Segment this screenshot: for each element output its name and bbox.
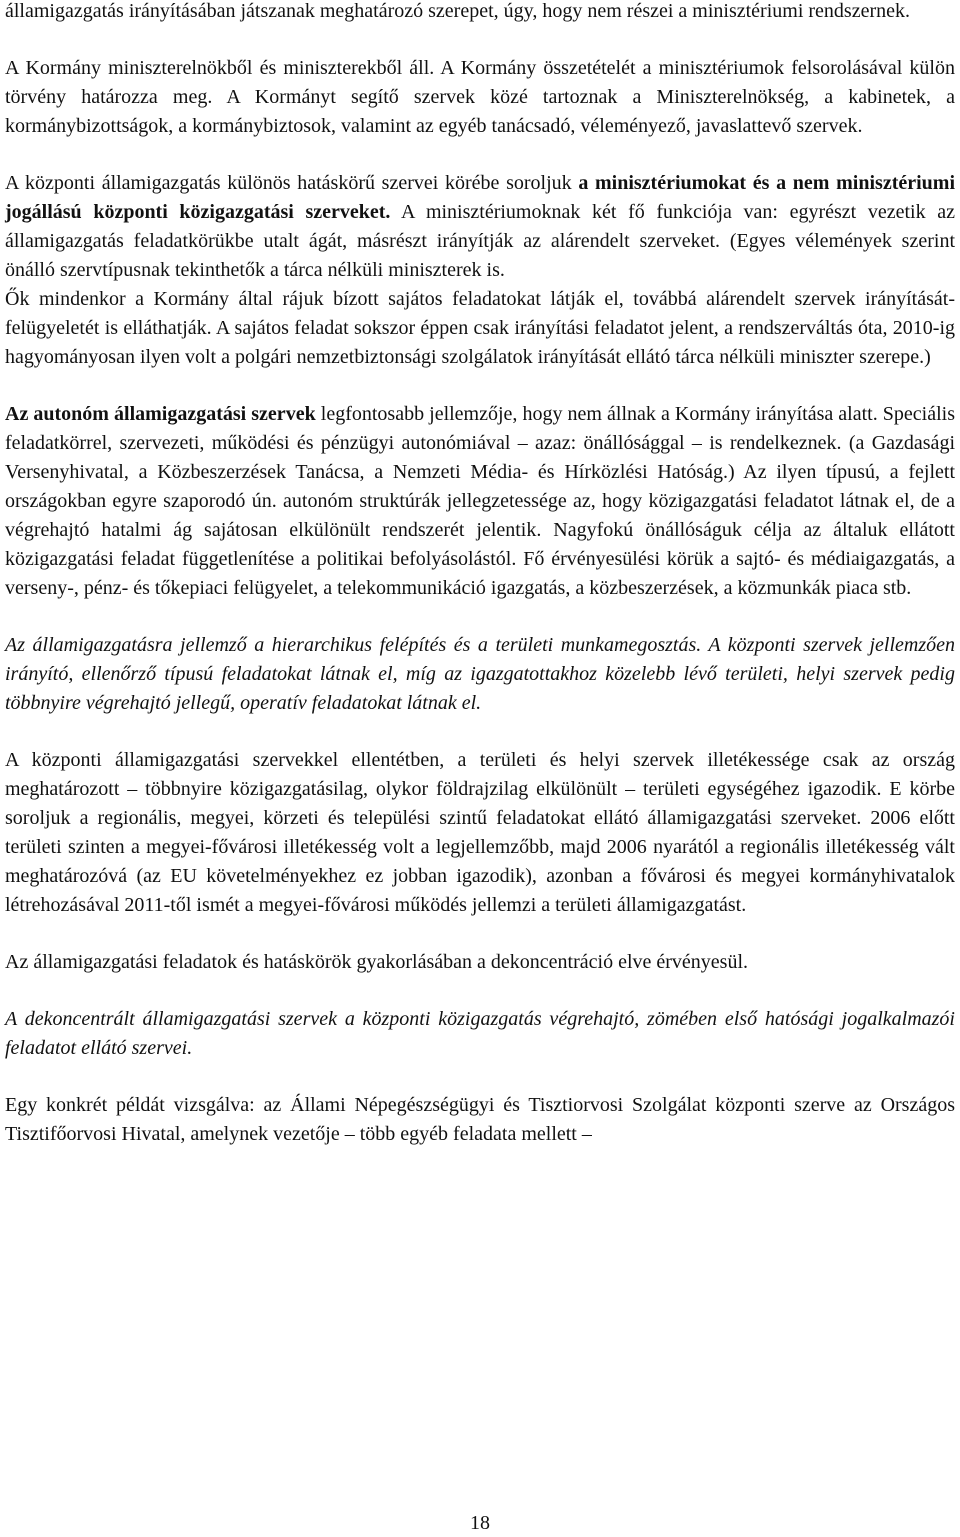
paragraph-2: A Kormány miniszterelnökből és miniszterekből áll. A Kormány összetételét a minisztériumok felsorolásával külön törvény határozza meg. A Kormányt segítő szervek közé tartoznak a Miniszterelnökség, a kabinetek, a kormánybizottságok, a kormánybiztosok, valamint az egyéb tanácsadó, véleményező, javaslattevő szervek.: [5, 57, 955, 137]
paragraph-10: Egy konkrét példát vizsgálva: az Állami Népegészségügyi és Tisztiorvosi Szolgálat központi szerve az Országos Tisztifőorvosi Hivatal, amelynek vezetője – több egyéb feladata mellett –: [5, 1094, 955, 1145]
paragraph-4: Ők mindenkor a Kormány által rájuk bízott sajátos feladatokat látják el, továbbá alárendelt szervek irányítását-felügyeletét is elláthatják. A sajátos feladat sokszor éppen csak irányítási feladatot jelent, a rendszerváltás óta, 2010-ig hagyományosan ilyen volt a polgári nemzetbiztonsági szolgálatok irányítását ellátó tárca nélküli miniszter szerepe.): [5, 288, 955, 368]
paragraph-6-italic: Az államigazgatásra jellemző a hierarchikus felépítés és a területi munkamegosztás. A központi szervek jellemzően irányító, ellenőrző típusú feladatokat látnak el, míg az igazgatottakhoz közelebb lévő területi, helyi szervek pedig többnyire végrehajtó jellegű, operatív feladatokat látnak el.: [5, 634, 955, 714]
paragraph-5: [5, 400, 955, 603]
paragraph-3-bold: a minisztériumokat és a nem minisztériumi jogállású központi közigazgatási szerveket.: [5, 172, 956, 223]
paragraph-5-text: legfontosabb jellemzője, hogy nem állnak a Kormány irányítása alatt. Speciális feladatkörrel, szervezeti, működési és pénzügyi autonómiával – azaz: önállósággal – is rendelkeznek. (a Gazdasági Versenyhivatal, a Közbeszerzések Tanácsa, a Nemzeti Média- és Hírközlési Hatóság.) Az ilyen típusú, a fejlett országokban egyre szaporodó ún. autonóm struktúrák jellegzetessége az, hogy közigazgatási feladatot látnak el, de a végrehajtó hatalmi ág sajátosan elkülönült rendszerét jelentik. Nagyfokú önállóságuk célja az általuk ellátott közigazgatási feladat függetlenítése a politikai befolyásolástól. Fő érvényesülési körük a sajtó- és médiaigazgatás, a verseny-, pénz- és tőkepiaci felügyelet, a telekommunikáció igazgatás, a közbeszerzések, a közmunkák piaca stb.: [5, 403, 955, 599]
paragraph-3: [5, 169, 955, 285]
document-page: [5, 0, 955, 1149]
paragraph-1: államigazgatás irányításában játszanak meghatározó szerepet, úgy, hogy nem részei a minisztériumi rendszernek.: [5, 0, 910, 22]
paragraph-3-text-continued: A minisztériumoknak két fő funkciója van: egyrészt vezetik az államigazgatás feladatkörükbe utalt ágát, másrészt irányítják az alárendelt szerveket. (Egyes vélemények szerint önálló szervtípusnak tekinthetők a tárca nélküli miniszterek is.: [5, 201, 955, 281]
paragraph-9-italic: A dekoncentrált államigazgatási szervek a központi közigazgatás végrehajtó, zömében első hatósági jogalkalmazói feladatot ellátó szervei.: [5, 1008, 955, 1059]
paragraph-7: A központi államigazgatási szervekkel ellentétben, a területi és helyi szervek illetékessége csak az ország meghatározott – többnyire közigazgatásilag, olykor földrajzilag elkülönült – területi egységéhez igazodik. E körbe soroljuk a regionális, megyei, körzeti és települési szintű feladatokat ellátó államigazgatási szerveket. 2006 előtt területi szinten a megyei-fővárosi illetékesség volt a legjellemzőbb, majd 2006 nyarától a regionális illetékesség vált meghatározóvá (az EU követelményekhez ez jobban igazodik), azonban a fővárosi és megyei kormányhivatalok létrehozásával 2011-től ismét a megyei-fővárosi működés jellemzi a területi államigazgatást.: [5, 749, 955, 916]
paragraph-8: Az államigazgatási feladatok és hatáskörök gyakorlásában a dekoncentráció elve érvényesül.: [5, 951, 749, 973]
paragraph-5-bold: Az autonóm államigazgatási szervek: [5, 403, 316, 425]
page-number: 18: [470, 1512, 490, 1534]
paragraph-3-text: A központi államigazgatás különös hatáskörű szervei körébe soroljuk: [5, 172, 579, 194]
